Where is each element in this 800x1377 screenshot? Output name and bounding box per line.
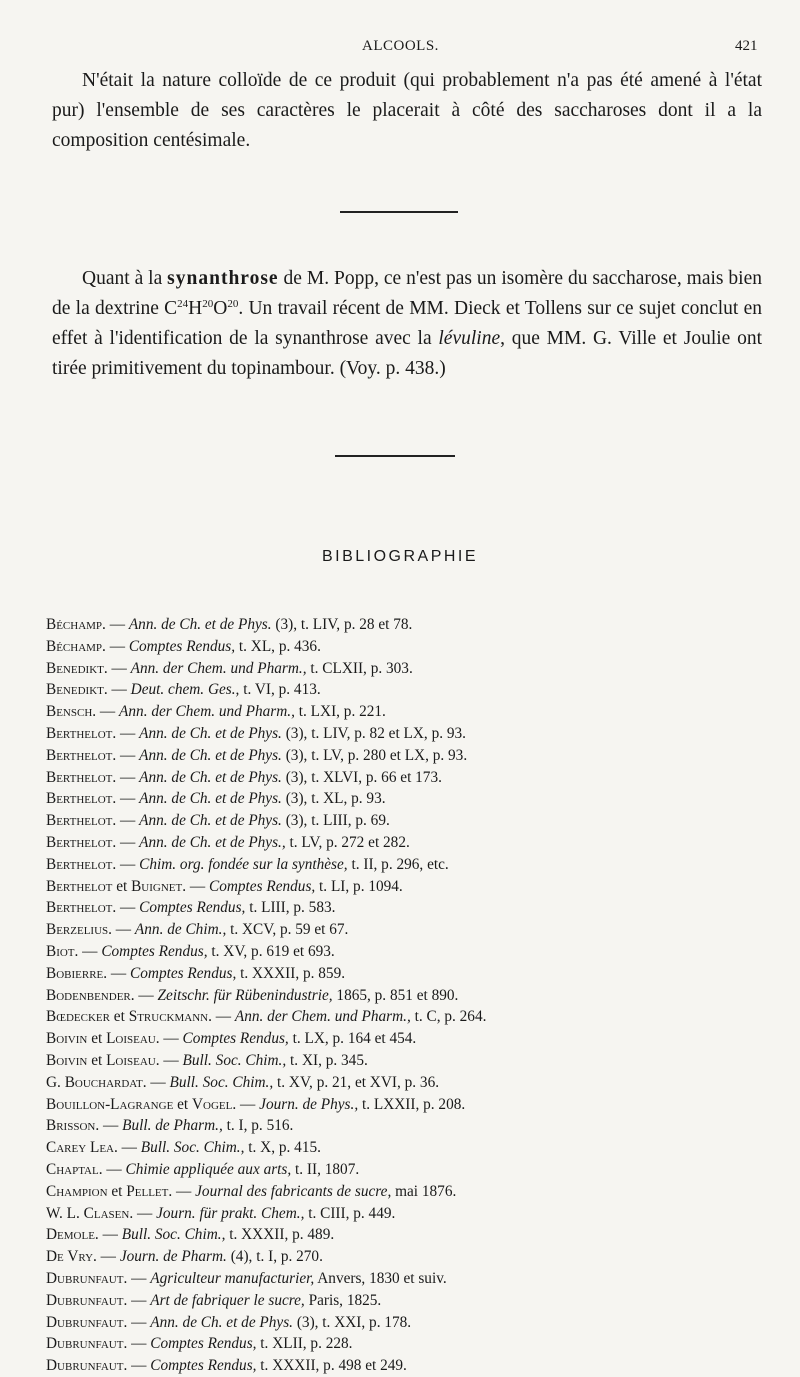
entry-reference: t. CIII, p. 449. xyxy=(304,1204,396,1222)
entry-source: Comptes Rendus, xyxy=(101,942,208,960)
entry-separator: — xyxy=(127,1335,151,1353)
entry-author: Dubrunfaut. xyxy=(46,1335,128,1353)
entry-source: Ann. de Ch. et de Phys. xyxy=(150,1313,293,1331)
entry-separator: — xyxy=(172,1182,196,1200)
entry-source: Ann. der Chem. und Pharm., xyxy=(130,659,307,677)
entry-reference: t. XI, p. 345. xyxy=(286,1051,368,1069)
bibliography-entry xyxy=(46,1355,786,1377)
bibliography-list xyxy=(46,614,786,1377)
text-run: . Un travail récent de MM. Dieck et Tollens sur ce sujet conclut en effet à l'identification de la synanthrose avec la xyxy=(52,298,762,349)
entry-reference: t. XCV, p. 59 et 67. xyxy=(226,921,349,939)
entry-author: Dubrunfaut. xyxy=(46,1357,128,1375)
bibliography-entry xyxy=(46,876,786,898)
entry-author: Dubrunfaut. xyxy=(46,1313,128,1331)
entry-source: Journ. für prakt. Chem., xyxy=(156,1204,305,1222)
entry-source: Ann. de Ch. et de Phys. xyxy=(139,812,282,830)
bibliography-entry xyxy=(46,1268,786,1290)
entry-reference: t. LV, p. 272 et 282. xyxy=(285,833,410,851)
entry-separator: — xyxy=(127,1313,151,1331)
entry-separator: — xyxy=(117,1139,141,1157)
entry-source: Bull. Soc. Chim., xyxy=(121,1226,226,1244)
page-number: 421 xyxy=(735,38,758,54)
entry-author: Dubrunfaut. xyxy=(46,1269,128,1287)
formula-index: 24 xyxy=(177,298,189,310)
entry-reference: t. II, 1807. xyxy=(291,1160,360,1178)
entry-source: Ann. de Ch. et de Phys. xyxy=(128,616,272,633)
bibliography-entry xyxy=(46,788,786,810)
text-run: O xyxy=(213,298,228,319)
entry-separator: — xyxy=(116,724,140,742)
entry-separator: — xyxy=(134,986,158,1004)
paragraph-colloid: N'était la nature colloïde de ce produit (qui probablement n'a pas été amené à l'état pur) l'ensemble de ses caractères le placerait à côté des saccharoses dont il a la composition centésimale. xyxy=(52,70,762,151)
entry-reference: t. XXXII, p. 489. xyxy=(225,1226,335,1244)
entry-reference: t. XV, p. 21, et XVI, p. 36. xyxy=(273,1073,440,1091)
entry-source: Chim. org. fondée sur la synthèse, xyxy=(139,855,348,873)
term-levuline: lévuline xyxy=(438,328,501,349)
entry-source: Art de fabriquer le sucre, xyxy=(150,1291,305,1309)
entry-separator: — xyxy=(127,1269,151,1287)
entry-conjunction: et xyxy=(112,877,132,895)
entry-separator: — xyxy=(116,768,140,786)
entry-coauthor: Loiseau. xyxy=(106,1030,160,1048)
entry-source: Comptes Rendus, xyxy=(150,1357,257,1375)
entry-separator: — xyxy=(96,1248,120,1266)
entry-conjunction: et xyxy=(173,1095,192,1113)
entry-source: Journal des fabricants de sucre, xyxy=(195,1182,392,1200)
bibliography-entry xyxy=(46,1115,786,1137)
section-divider-2 xyxy=(335,455,455,457)
bibliography-entry xyxy=(46,636,786,658)
entry-reference: (3), t. LIII, p. 69. xyxy=(281,812,390,830)
entry-author: Boivin xyxy=(46,1030,88,1048)
entry-author: Béchamp. xyxy=(46,616,106,633)
entry-source: Agriculteur manufacturier, xyxy=(150,1269,315,1287)
entry-author: Bensch. xyxy=(46,703,97,721)
entry-source: Bull. Soc. Chim., xyxy=(182,1051,287,1069)
entry-separator: — xyxy=(116,855,140,873)
entry-author: Bodenbender. xyxy=(46,986,135,1004)
entry-separator: — xyxy=(133,1204,157,1222)
entry-author: Bouillon-Lagrange xyxy=(46,1095,174,1113)
entry-reference: t. C, p. 264. xyxy=(410,1008,487,1026)
entry-separator: — xyxy=(116,790,140,808)
entry-author: G. Bouchardat. xyxy=(46,1073,147,1091)
entry-separator: — xyxy=(107,964,131,982)
entry-separator: — xyxy=(105,637,129,655)
entry-separator: — xyxy=(159,1030,183,1048)
section-divider-1 xyxy=(340,211,458,213)
entry-separator: — xyxy=(116,746,140,764)
bibliography-entry xyxy=(46,919,786,941)
entry-separator: — xyxy=(107,659,131,677)
entry-source: Journ. de Pharm. xyxy=(119,1248,227,1266)
bibliography-entry xyxy=(46,1181,786,1203)
formula-index: 20 xyxy=(227,298,239,310)
entry-coauthor: Vogel. xyxy=(192,1095,237,1113)
bibliography-entry xyxy=(46,897,786,919)
entry-author: Berthelot. xyxy=(46,724,117,742)
bibliography-entry xyxy=(46,658,786,680)
entry-author: Champion xyxy=(46,1182,108,1200)
bibliography-entry xyxy=(46,614,786,636)
entry-source: Ann. de Ch. et de Phys. xyxy=(139,746,282,764)
entry-reference: t. II, p. 296, etc. xyxy=(347,855,449,873)
entry-conjunction: et xyxy=(107,1182,127,1200)
entry-author: Berthelot. xyxy=(46,746,117,764)
entry-reference: t. LI, p. 1094. xyxy=(315,877,403,895)
entry-source: Comptes Rendus, xyxy=(130,964,237,982)
bibliography-entry xyxy=(46,832,786,854)
entry-coauthor: Buignet. xyxy=(131,877,187,895)
bibliography-entry xyxy=(46,1050,786,1072)
entry-author: Bobierre. xyxy=(46,964,108,982)
entry-reference: (3), t. LIV, p. 28 et 78. xyxy=(271,616,413,633)
entry-separator: — xyxy=(146,1073,170,1091)
entry-author: Biot. xyxy=(46,942,79,960)
bibliography-heading: BIBLIOGRAPHIE xyxy=(321,548,479,565)
entry-author: Chaptal. xyxy=(46,1160,103,1178)
bibliography-entry xyxy=(46,1246,786,1268)
bibliography-entry xyxy=(46,1312,786,1334)
entry-reference: t. LIII, p. 583. xyxy=(245,899,336,917)
entry-source: Ann. der Chem. und Pharm., xyxy=(119,703,295,721)
entry-source: Comptes Rendus, xyxy=(209,877,316,895)
text-run: de M. Popp, ce n'est pas un isomère du saccharose, mais bien de la dextrine C xyxy=(52,268,762,319)
term-synanthrose: synanthrose xyxy=(167,268,279,289)
entry-source: Comptes Rendus, xyxy=(139,899,246,917)
entry-source: Comptes Rendus, xyxy=(182,1030,289,1048)
paragraph-synanthrose xyxy=(52,264,762,384)
entry-conjunction: et xyxy=(109,1008,129,1026)
entry-source: Ann. de Ch. et de Phys. xyxy=(139,768,282,786)
bibliography-entry xyxy=(46,1028,786,1050)
entry-separator: — xyxy=(127,1291,151,1309)
bibliography-entry xyxy=(46,679,786,701)
bibliography-entry xyxy=(46,723,786,745)
entry-reference: 1865, p. 851 et 890. xyxy=(332,986,459,1004)
running-head: ALCOOLS. xyxy=(362,38,439,54)
entry-author: Béchamp. xyxy=(46,637,106,655)
entry-author: Berthelot. xyxy=(46,899,117,917)
entry-reference: t. I, p. 516. xyxy=(222,1117,294,1135)
entry-author: Berthelot. xyxy=(46,812,117,830)
entry-separator: — xyxy=(211,1008,235,1026)
bibliography-entry xyxy=(46,985,786,1007)
entry-separator: — xyxy=(98,1226,122,1244)
entry-reference: (3), t. XXI, p. 178. xyxy=(293,1313,412,1331)
entry-separator: — xyxy=(236,1095,260,1113)
entry-source: Ann. de Chim., xyxy=(134,921,227,939)
entry-author: Demole. xyxy=(46,1226,99,1244)
entry-reference: Paris, 1825. xyxy=(304,1291,382,1309)
entry-reference: t. CLXII, p. 303. xyxy=(306,659,413,677)
text-run: H xyxy=(188,298,203,319)
bibliography-entry xyxy=(46,1333,786,1355)
entry-author: Carey Lea. xyxy=(46,1139,118,1157)
entry-reference: t. VI, p. 413. xyxy=(239,681,321,699)
bibliography-entry xyxy=(46,963,786,985)
entry-author: Berthelot. xyxy=(46,790,117,808)
text-run: , que MM. G. Ville et Joulie ont tirée primitivement du topinambour. (Voy. p. 438.) xyxy=(52,328,762,379)
entry-reference: t. XXXII, p. 859. xyxy=(236,964,346,982)
entry-separator: — xyxy=(159,1051,183,1069)
entry-author: Berthelot. xyxy=(46,768,117,786)
entry-separator: — xyxy=(186,877,209,895)
entry-author: Berthelot xyxy=(46,877,113,895)
entry-separator: — xyxy=(127,1357,151,1375)
entry-author: Berzelius. xyxy=(46,921,112,939)
bibliography-entry xyxy=(46,854,786,876)
entry-reference: t. XV, p. 619 et 693. xyxy=(207,942,335,960)
entry-separator: — xyxy=(78,942,102,960)
bibliography-entry xyxy=(46,1290,786,1312)
entry-author: Brisson. xyxy=(46,1117,100,1135)
entry-source: Zeitschr. für Rübenindustrie, xyxy=(157,986,333,1004)
entry-separator: — xyxy=(107,681,131,699)
entry-conjunction: et xyxy=(87,1051,107,1069)
entry-author: Boivin xyxy=(46,1051,88,1069)
entry-author: Benedikt. xyxy=(46,659,108,677)
entry-author: Berthelot. xyxy=(46,833,117,851)
entry-reference: Anvers, 1830 et suiv. xyxy=(314,1269,447,1287)
entry-separator: — xyxy=(99,1117,123,1135)
entry-reference: (3), t. XLVI, p. 66 et 173. xyxy=(281,768,442,786)
entry-source: Bull. Soc. Chim., xyxy=(169,1073,274,1091)
entry-reference: t. LXI, p. 221. xyxy=(294,703,386,721)
entry-reference: (3), t. XL, p. 93. xyxy=(281,790,386,808)
entry-source: Deut. chem. Ges., xyxy=(130,681,240,699)
bibliography-entry xyxy=(46,767,786,789)
entry-source: Bull. Soc. Chim., xyxy=(140,1139,245,1157)
bibliography-entry xyxy=(46,941,786,963)
entry-separator: — xyxy=(116,812,140,830)
entry-source: Comptes Rendus, xyxy=(128,637,236,655)
entry-reference: mai 1876. xyxy=(391,1182,457,1200)
entry-separator: — xyxy=(116,833,140,851)
entry-separator: — xyxy=(102,1160,126,1178)
entry-reference: t. LX, p. 164 et 454. xyxy=(288,1030,417,1048)
entry-coauthor: Loiseau. xyxy=(106,1051,160,1069)
entry-reference: (4), t. I, p. 270. xyxy=(226,1248,323,1266)
page-header xyxy=(0,38,800,60)
formula-index: 20 xyxy=(202,298,214,310)
bibliography-entry xyxy=(46,1006,786,1028)
text-run: Quant à la xyxy=(82,268,168,289)
entry-conjunction: et xyxy=(87,1030,107,1048)
entry-reference: t. X, p. 415. xyxy=(244,1139,321,1157)
entry-author: Benedikt. xyxy=(46,681,108,699)
entry-author: De Vry. xyxy=(46,1248,97,1266)
entry-source: Ann. de Ch. et de Phys., xyxy=(139,833,286,851)
bibliography-entry xyxy=(46,1072,786,1094)
bibliography-entry xyxy=(46,1224,786,1246)
bibliography-entry xyxy=(46,1137,786,1159)
entry-source: Chimie appliquée aux arts, xyxy=(125,1160,292,1178)
bibliography-entry xyxy=(46,1159,786,1181)
entry-coauthor: Struckmann. xyxy=(128,1008,212,1026)
entry-separator: — xyxy=(111,921,135,939)
entry-source: Ann. de Ch. et de Phys. xyxy=(139,790,282,808)
entry-author: W. L. Clasen. xyxy=(46,1204,134,1222)
entry-author: Berthelot. xyxy=(46,855,117,873)
bibliography-entry xyxy=(46,810,786,832)
entry-source: Bull. de Pharm., xyxy=(122,1117,223,1135)
entry-source: Journ. de Phys., xyxy=(259,1095,359,1113)
entry-source: Ann. de Ch. et de Phys. xyxy=(139,724,282,742)
entry-source: Ann. der Chem. und Pharm., xyxy=(234,1008,411,1026)
entry-reference: t. XLII, p. 228. xyxy=(256,1335,353,1353)
entry-reference: t. LXXII, p. 208. xyxy=(358,1095,466,1113)
entry-separator: — xyxy=(105,616,129,633)
entry-coauthor: Pellet. xyxy=(126,1182,173,1200)
entry-author: Bœdecker xyxy=(46,1008,110,1026)
bibliography-entry xyxy=(46,1203,786,1225)
entry-reference: (3), t. LIV, p. 82 et LX, p. 93. xyxy=(281,724,466,742)
bibliography-entry xyxy=(46,745,786,767)
entry-author: Dubrunfaut. xyxy=(46,1291,128,1309)
entry-separator: — xyxy=(96,703,120,721)
entry-reference: (3), t. LV, p. 280 et LX, p. 93. xyxy=(281,746,468,764)
entry-source: Comptes Rendus, xyxy=(150,1335,257,1353)
bibliography-entry xyxy=(46,701,786,723)
bibliography-entry xyxy=(46,1094,786,1116)
entry-separator: — xyxy=(116,899,140,917)
entry-reference: t. XXXII, p. 498 et 249. xyxy=(256,1357,407,1375)
entry-reference: t. XL, p. 436. xyxy=(235,637,321,655)
